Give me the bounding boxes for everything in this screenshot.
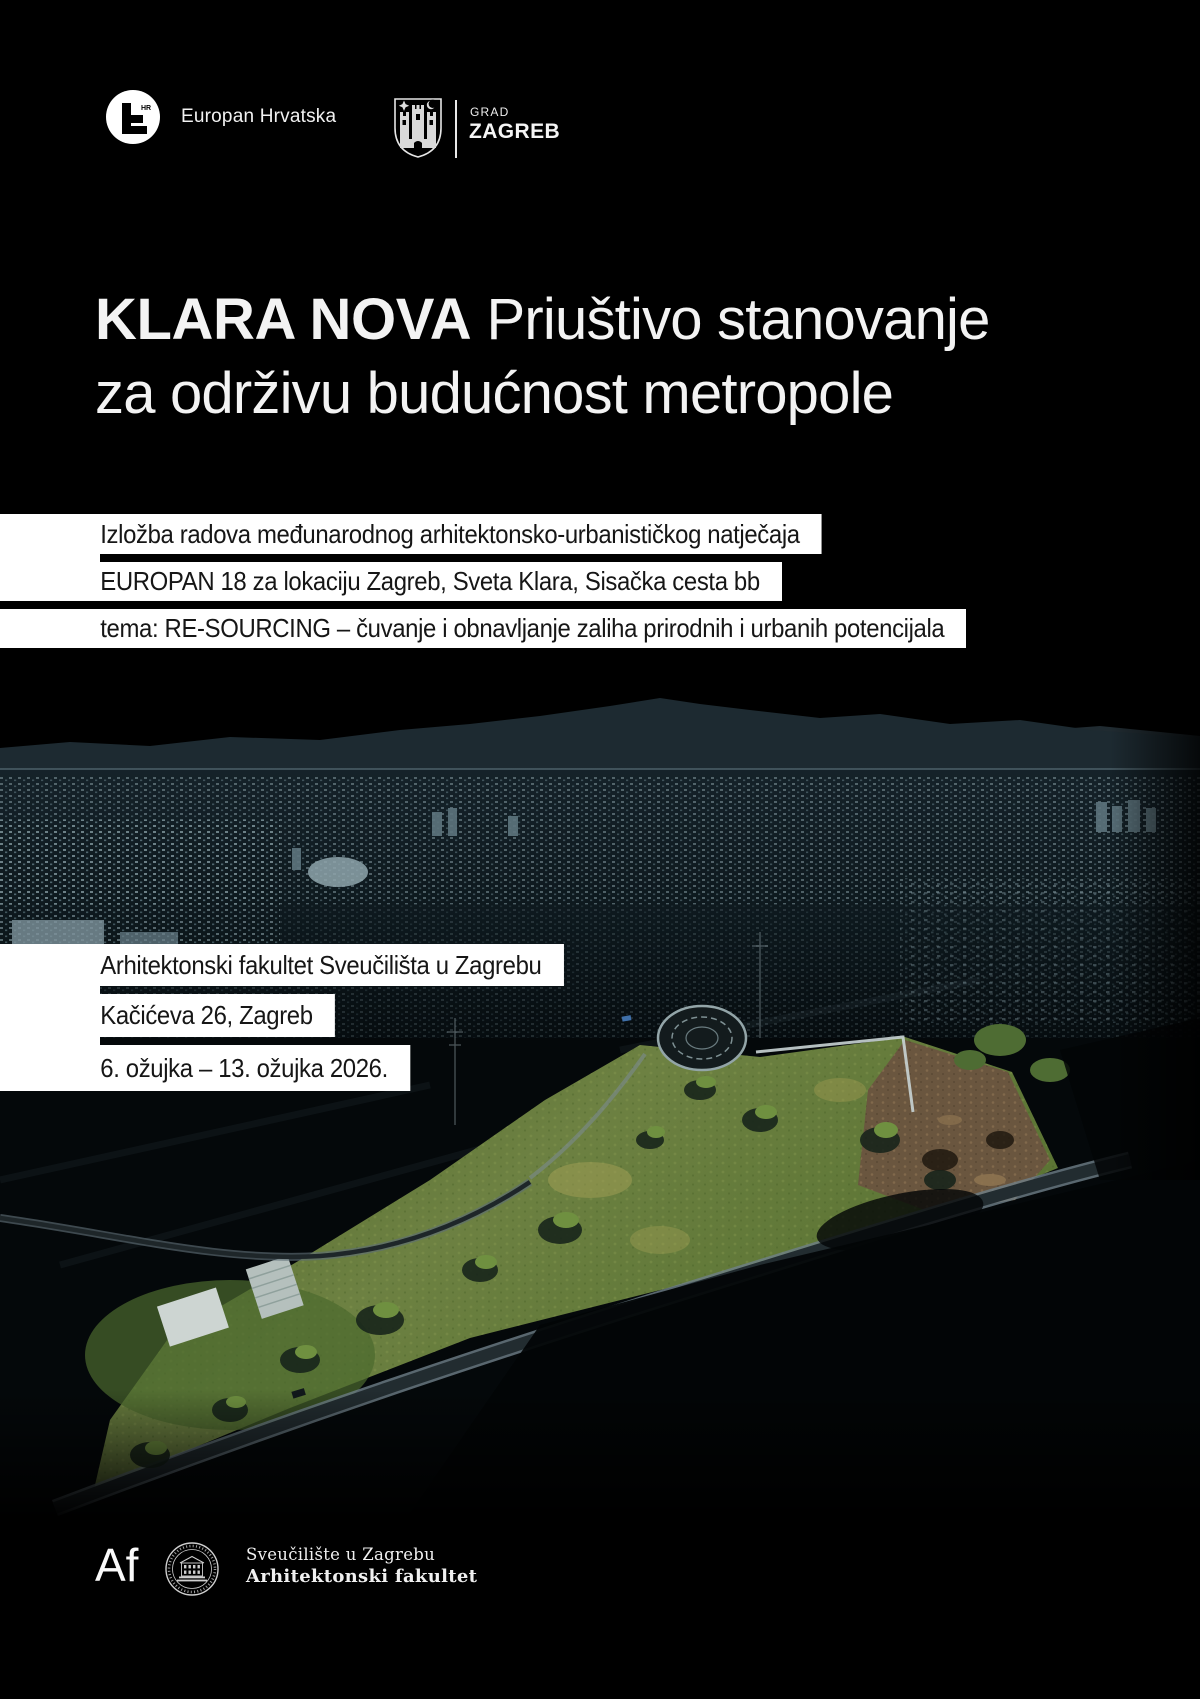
university-seal-icon (164, 1541, 220, 1602)
venue-strip-2: Kačićeva 26, Zagreb (0, 994, 335, 1037)
zagreb-coat-of-arms-icon (392, 94, 444, 165)
europan-hr-abbr: HR (141, 105, 152, 112)
europan-logo-icon (106, 90, 160, 144)
title-line2: za održivu budućnost metropole (95, 361, 894, 426)
venue-strip-3: 6. ožujka – 13. ožujka 2026. (0, 1045, 410, 1091)
zagreb-name-label: ZAGREB (469, 120, 561, 143)
footer-institution (246, 1545, 477, 1587)
af-logo-label: Af (95, 1539, 139, 1591)
faculty-name: Arhitektonski fakultet (246, 1566, 478, 1587)
europan-label: Europan Hrvatska (181, 106, 337, 127)
title-emphasis: KLARA NOVA (95, 287, 472, 352)
info-strip-2: EUROPAN 18 za lokaciju Zagreb, Sveta Klara, Sisačka cesta bb (0, 562, 782, 601)
poster-title (95, 283, 1175, 431)
logo-divider (455, 100, 457, 158)
venue-strip-1: Arhitektonski fakultet Sveučilišta u Zagrebu (0, 944, 564, 986)
university-name: Sveučilište u Zagrebu (246, 1545, 436, 1564)
info-strip-3: tema: RE-SOURCING – čuvanje i obnavljanje zaliha prirodnih i urbanih potencijala (0, 609, 966, 648)
title-light: Priuštivo stanovanje (486, 287, 990, 352)
zagreb-grad-label: GRAD (470, 105, 510, 119)
info-strip-1: Izložba radova međunarodnog arhitektonsko-urbanističkog natječaja (0, 514, 822, 554)
europan-e-icon (106, 90, 160, 144)
